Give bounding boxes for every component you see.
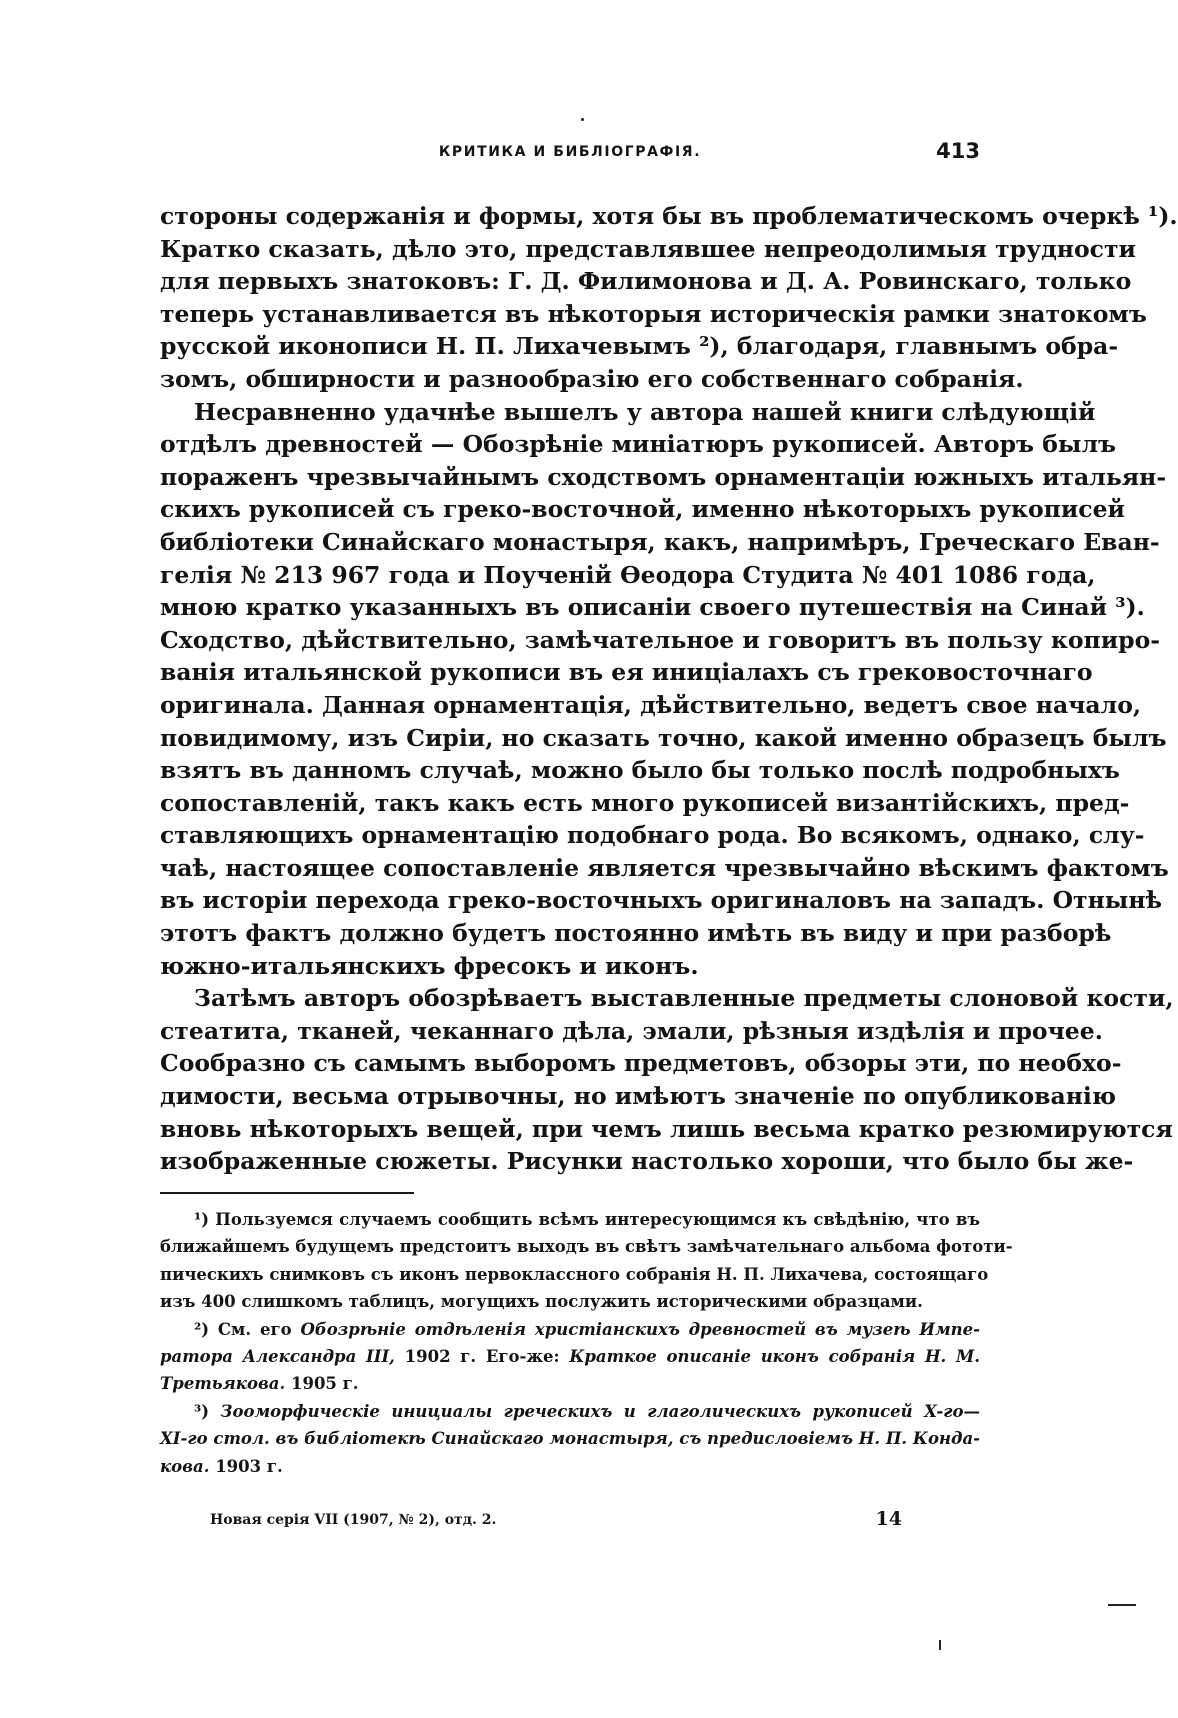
sheet-number: 14 bbox=[875, 1508, 902, 1530]
text-line: Сходство, дѣйствительно, замѣчательное и говоритъ въ пользу копиро- bbox=[160, 625, 1161, 654]
footnote-italic-text: кова. bbox=[160, 1456, 216, 1476]
text-line: гелія № 213 967 года и Поученій Өеодора Студита № 401 1086 года, bbox=[160, 560, 1096, 589]
running-title: КРИТИКА И БИБЛІОГРАФІЯ. bbox=[438, 144, 702, 160]
text-line: димости, весьма отрывочны, но имѣютъ значеніе по опубликованію bbox=[160, 1082, 1116, 1111]
footnote-text: ²) См. его bbox=[194, 1319, 301, 1339]
footnote-text: изъ 400 слишкомъ таблицъ, могущихъ послужить историческими образцами. bbox=[160, 1292, 923, 1312]
text-line: зомъ, обширности и разнообразію его собственнаго собранія. bbox=[160, 364, 1024, 393]
text-line: мною кратко указанныхъ въ описаніи своего путешествія на Синай ³). bbox=[160, 593, 1145, 622]
text-line: стеатита, тканей, чеканнаго дѣла, эмали, рѣзныя издѣлія и прочее. bbox=[160, 1016, 1103, 1045]
footnote-text: 1905 г. bbox=[290, 1374, 359, 1394]
text-line: оригинала. Данная орнаментація, дѣйствительно, ведетъ свое начало, bbox=[160, 690, 1142, 719]
text-line: изображенные сюжеты. Рисунки настолько хороши, что было бы же- bbox=[160, 1147, 1134, 1176]
text-line: пораженъ чрезвычайнымъ сходствомъ орнаментаціи южныхъ итальян- bbox=[160, 462, 1167, 491]
footnote-divider bbox=[160, 1192, 414, 1194]
footnote-line bbox=[160, 1316, 980, 1343]
text-line: русской иконописи Н. П. Лихачевымъ ²), благодаря, главнымъ обра- bbox=[160, 332, 1119, 361]
footnote-line bbox=[160, 1288, 980, 1315]
footnote-line bbox=[160, 1398, 980, 1425]
footnote-text: ³) bbox=[194, 1401, 221, 1421]
text-line: библіотеки Синайскаго монастыря, какъ, напримѣръ, Греческаго Еван- bbox=[160, 527, 1160, 556]
footnote-line bbox=[160, 1425, 980, 1452]
text-line: южно-итальянскихъ фресокъ и иконъ. bbox=[160, 951, 699, 980]
footnote-text: ¹) Пользуемся случаемъ сообщить всѣмъ интересующимся къ свѣдѣнію, что въ bbox=[194, 1210, 980, 1229]
footnote-text: пическихъ снимковъ съ иконъ первоклассного собранія Н. П. Лихачева, состоящаго bbox=[160, 1264, 989, 1284]
footnote-italic-text: Третьякова. bbox=[160, 1374, 291, 1394]
text-line: чаѣ, настоящее сопоставленіе является чрезвычайно вѣскимъ фактомъ bbox=[160, 853, 1169, 882]
footnote-italic-text: XI-го стол. въ библіотекѣ Синайскаго монастыря, съ предисловіемъ Н. П. Конда- bbox=[160, 1429, 980, 1449]
text-line: въ исторіи перехода греко-восточныхъ оригиналовъ на западъ. Отнынѣ bbox=[160, 886, 1163, 915]
text-line: стороны содержанія и формы, хотя бы въ проблематическомъ очеркѣ ¹). bbox=[160, 202, 1178, 230]
text-line: отдѣлъ древностей — Обозрѣніе миніатюръ рукописей. Авторъ былъ bbox=[160, 430, 1117, 459]
page-number: 413 bbox=[936, 139, 980, 163]
footnote-line bbox=[160, 1233, 1013, 1260]
footnote-text: 1902 г. Его-же: bbox=[404, 1347, 570, 1367]
main-text bbox=[160, 200, 1178, 1178]
text-line: сопоставленій, такъ какъ есть много рукописей византійскихъ, пред- bbox=[160, 788, 1130, 817]
scan-speck bbox=[939, 1640, 941, 1650]
text-line: Затѣмъ авторъ обозрѣваетъ выставленные предметы слоновой кости, bbox=[194, 984, 1174, 1013]
text-line: теперь устанавливается въ нѣкоторыя историческія рамки знатокомъ bbox=[160, 299, 1147, 328]
footnotes bbox=[160, 1206, 1013, 1480]
footnote-line bbox=[160, 1206, 980, 1233]
printer-signature-line bbox=[210, 1508, 930, 1538]
text-line: повидимому, изъ Сиріи, но сказать точно, какой именно образецъ былъ bbox=[160, 723, 1167, 752]
text-line: скихъ рукописей съ греко-восточной, именно нѣкоторыхъ рукописей bbox=[160, 495, 1125, 524]
text-line: этотъ фактъ должно будетъ постоянно имѣть въ виду и при разборѣ bbox=[160, 919, 1112, 948]
footnote-italic-text: Зооморфическіе инициалы греческихъ и глаголическихъ рукописей X-го— bbox=[220, 1401, 981, 1421]
text-line: взятъ въ данномъ случаѣ, можно было бы только послѣ подробныхъ bbox=[160, 756, 1120, 785]
footnote-italic-text: ратора Александра III, bbox=[160, 1347, 405, 1367]
footnote-italic-text: Краткое описаніе иконъ собранія Н. М. bbox=[569, 1347, 981, 1367]
text-line: вновь нѣкоторыхъ вещей, при чемъ лишь весьма кратко резюмируются bbox=[160, 1114, 1173, 1143]
scan-speck bbox=[1108, 1604, 1136, 1606]
footnote-line bbox=[160, 1453, 980, 1480]
footnote-text: ближайшемъ будущемъ предстоитъ выходъ въ свѣтъ замѣчательнаго альбома фототи- bbox=[160, 1237, 1013, 1257]
footnote-line bbox=[160, 1343, 980, 1370]
footnote-text: 1903 г. bbox=[215, 1456, 283, 1476]
footnote-line bbox=[160, 1261, 989, 1288]
text-line: Кратко сказать, дѣло это, представлявшее непреодолимыя трудности bbox=[160, 234, 1136, 263]
scan-speck bbox=[581, 118, 584, 121]
text-line: ставляющихъ орнаментацію подобнаго рода. Во всякомъ, однако, слу- bbox=[160, 821, 1145, 850]
footnote-italic-text: Обозрѣніе отдѣленія христіанскихъ древностей въ музеѣ Импе- bbox=[300, 1319, 980, 1339]
page-header bbox=[160, 139, 980, 172]
footnote-line bbox=[160, 1370, 980, 1397]
text-line: ванія итальянской рукописи въ ея иниціалахъ съ грековосточнаго bbox=[160, 658, 1093, 687]
issue-signature: Новая серія VII (1907, № 2), отд. 2. bbox=[210, 1512, 497, 1528]
text-line: Несравненно удачнѣе вышелъ у автора нашей книги слѣдующій bbox=[194, 397, 1096, 426]
text-line: Сообразно съ самымъ выборомъ предметовъ, обзоры эти, по необхо- bbox=[160, 1049, 1122, 1078]
text-line: для первыхъ знатоковъ: Г. Д. Филимонова и Д. А. Ровинскаго, только bbox=[160, 267, 1132, 296]
